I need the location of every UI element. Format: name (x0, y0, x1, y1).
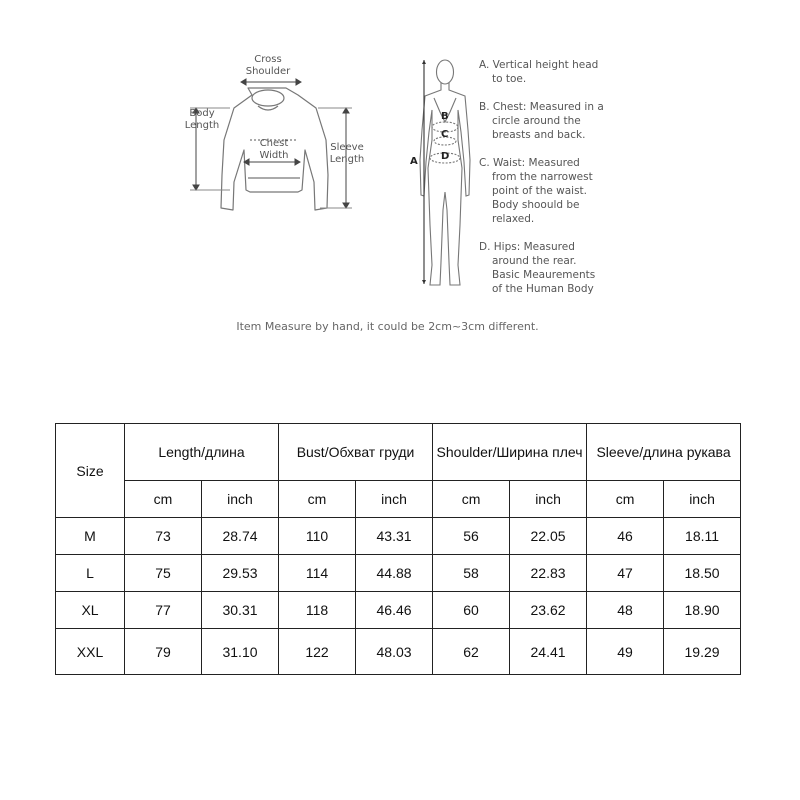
table-cell: 75 (125, 555, 202, 592)
table-cell: 18.11 (664, 518, 741, 555)
cross-shoulder-label (244, 54, 292, 78)
desc-d-line4: of the Human Body (492, 283, 594, 295)
table-cell: 29.53 (202, 555, 279, 592)
measurement-note: Item Measure by hand, it could be 2cm~3cm different. (236, 320, 539, 333)
table-cell: 79 (125, 629, 202, 675)
table-cell: 22.05 (510, 518, 587, 555)
body-length-line1: Body (189, 108, 215, 119)
desc-c-line2: from the narrowest (492, 171, 593, 183)
desc-c-line1: C. Waist: Measured (479, 157, 580, 169)
chest-width-line1: Chest (259, 138, 289, 149)
table-cell: 73 (125, 518, 202, 555)
size-cell: M (56, 518, 125, 555)
unit-cell: cm (279, 481, 356, 518)
sleeve-length-line2: Length (329, 154, 365, 165)
table-cell: 118 (279, 592, 356, 629)
sleeve-header: Sleeve/длина рукава (587, 424, 741, 481)
desc-a-line2: to toe. (492, 73, 527, 85)
desc-c-line3: point of the waist. (492, 185, 588, 197)
cross-shoulder-line1: Cross (254, 54, 282, 65)
unit-row (56, 481, 741, 518)
cross-shoulder-line2: Shoulder (245, 66, 291, 77)
desc-a-line1: A. Vertical height head (479, 59, 599, 71)
table-cell: 23.62 (510, 592, 587, 629)
table-cell: 47 (587, 555, 664, 592)
desc-d-line3: Basic Meaurements (492, 269, 596, 281)
description-a (479, 58, 598, 86)
diagram-drawings (0, 0, 800, 360)
desc-d-line2: around the rear. (492, 255, 577, 267)
body-letter-b: B (441, 111, 449, 122)
table-cell: 18.90 (664, 592, 741, 629)
desc-b-line2: circle around the (492, 115, 581, 127)
chest-width-label (252, 138, 296, 162)
shoulder-header: Shoulder/Ширина плеч (433, 424, 587, 481)
length-header: Length/длина (125, 424, 279, 481)
unit-cell: cm (587, 481, 664, 518)
table-cell: 62 (433, 629, 510, 675)
size-header: Size (56, 424, 125, 518)
unit-cell: inch (510, 481, 587, 518)
size-cell: XXL (56, 629, 125, 675)
chest-width-line2: Width (259, 150, 289, 161)
header-row (56, 424, 741, 481)
body-figure (420, 60, 470, 285)
table-cell: 18.50 (664, 555, 741, 592)
unit-cell: cm (125, 481, 202, 518)
unit-cell: inch (356, 481, 433, 518)
body-length-label (181, 108, 223, 132)
table-cell: 31.10 (202, 629, 279, 675)
description-d (479, 240, 595, 296)
table-cell: 43.31 (356, 518, 433, 555)
desc-b-line3: breasts and back. (492, 129, 586, 141)
desc-c-line5: relaxed. (492, 213, 535, 225)
table-cell: 110 (279, 518, 356, 555)
unit-cell: inch (664, 481, 741, 518)
body-letter-d: D (441, 151, 450, 162)
description-c (479, 156, 593, 226)
table-cell: 28.74 (202, 518, 279, 555)
table-cell: 122 (279, 629, 356, 675)
measurement-diagram (0, 0, 800, 360)
table-cell: 77 (125, 592, 202, 629)
table-row-m (56, 518, 741, 555)
size-cell: XL (56, 592, 125, 629)
unit-cell: cm (433, 481, 510, 518)
desc-c-line4: Body shoould be (492, 199, 580, 211)
table-cell: 30.31 (202, 592, 279, 629)
bust-header: Bust/Обхват груди (279, 424, 433, 481)
table-cell: 48.03 (356, 629, 433, 675)
table-row-l (56, 555, 741, 592)
sleeve-length-line1: Sleeve (330, 142, 364, 153)
table-cell: 49 (587, 629, 664, 675)
size-cell: L (56, 555, 125, 592)
body-letter-c: C (441, 129, 449, 140)
table-cell: 58 (433, 555, 510, 592)
description-b (479, 100, 604, 142)
unit-cell: inch (202, 481, 279, 518)
table-cell: 46.46 (356, 592, 433, 629)
table-cell: 46 (587, 518, 664, 555)
body-length-line2: Length (184, 120, 220, 131)
size-chart-table (55, 423, 741, 675)
desc-b-line1: B. Chest: Measured in a (479, 101, 604, 113)
table-cell: 48 (587, 592, 664, 629)
desc-d-line1: D. Hips: Measured (479, 241, 575, 253)
body-letter-a: A (410, 156, 418, 167)
table-cell: 19.29 (664, 629, 741, 675)
table-row-xl (56, 592, 741, 629)
table-cell: 22.83 (510, 555, 587, 592)
table-cell: 56 (433, 518, 510, 555)
table-cell: 114 (279, 555, 356, 592)
table-cell: 24.41 (510, 629, 587, 675)
table-cell: 60 (433, 592, 510, 629)
table-cell: 44.88 (356, 555, 433, 592)
table-row-xxl (56, 629, 741, 675)
sleeve-length-label (326, 142, 368, 166)
